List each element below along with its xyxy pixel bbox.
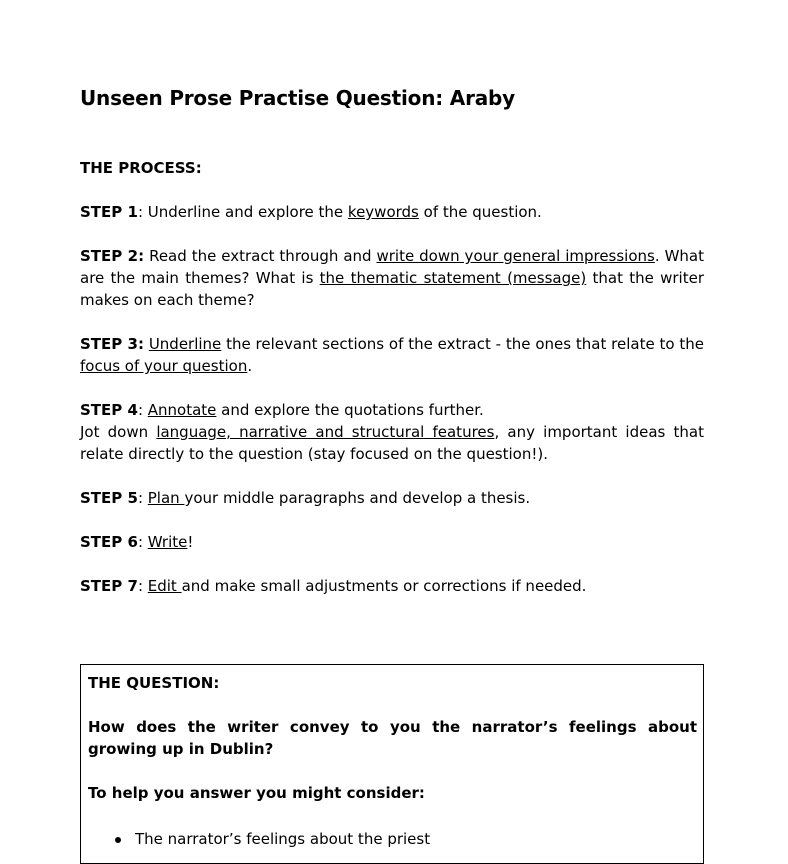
underlined-phrase: the thematic statement (message) [319,269,587,287]
underlined-phrase: Write [147,533,188,551]
step-label: STEP 2: [80,247,145,265]
step-label: STEP 3: [80,335,144,353]
step-4: STEP 4: Annotate and explore the quotations further. Jot down language, narrative and structural features, any important ideas that relate directly to the question (stay focused on the question!). [80,401,704,463]
step-label: STEP 5 [80,489,138,507]
step-text: Read the extract through and [149,247,377,265]
step-label: STEP 4 [80,401,138,419]
step-text: and explore the quotations further. [216,401,484,419]
step-text: your middle paragraphs and develop a thesis. [184,489,531,507]
step-text: Jot down [80,423,157,441]
process-heading: THE PROCESS: [80,159,202,177]
underlined-phrase: language, narrative and structural features [156,423,495,441]
question-bullet-item [115,828,430,850]
step-text: ! [187,533,194,551]
step-text: . [247,357,253,375]
step-6: STEP 6: Write! [80,533,194,551]
underlined-phrase: Edit [147,577,182,595]
step-7: STEP 7: Edit and make small adjustments or corrections if needed. [80,577,587,595]
underlined-phrase: keywords [347,203,419,221]
step-text: , any important ideas that relate directly to the question (stay focused on the question!). [80,423,704,463]
document-title: Unseen Prose Practise Question: Araby [80,86,515,110]
step-text: of the question. [418,203,542,221]
underlined-phrase: focus of your question [80,357,248,375]
underlined-phrase: Underline [148,335,222,353]
underlined-phrase: write down your general impressions [376,247,655,265]
step-text: the relevant sections of the extract - the ones that relate to the [221,335,704,353]
question-heading: THE QUESTION: [88,674,220,692]
question-help: To help you answer you might consider: [88,784,425,802]
underlined-phrase: Plan [147,489,185,507]
step-label: STEP 6 [80,533,138,551]
step-text: . What are the main themes? What is [80,247,704,287]
underlined-phrase: Annotate [147,401,217,419]
step-text: Underline and explore the [147,203,348,221]
bullet-text: The narrator’s feelings about the priest [135,830,431,848]
step-text: that the writer makes on each theme? [80,269,705,309]
step-label: STEP 7 [80,577,138,595]
question-box [80,664,704,864]
step-5: STEP 5: Plan your middle paragraphs and develop a thesis. [80,489,531,507]
step-2 [80,245,704,311]
step-3 [80,333,704,377]
step-text: and make small adjustments or corrections if needed. [181,577,587,595]
question-text: How does the writer convey to you the narrator’s feelings about growing up in Dublin? [88,718,697,758]
step-label: STEP 1 [80,203,138,221]
bullet-icon [115,837,121,843]
step-1: STEP 1: Underline and explore the keywords of the question. [80,203,542,221]
